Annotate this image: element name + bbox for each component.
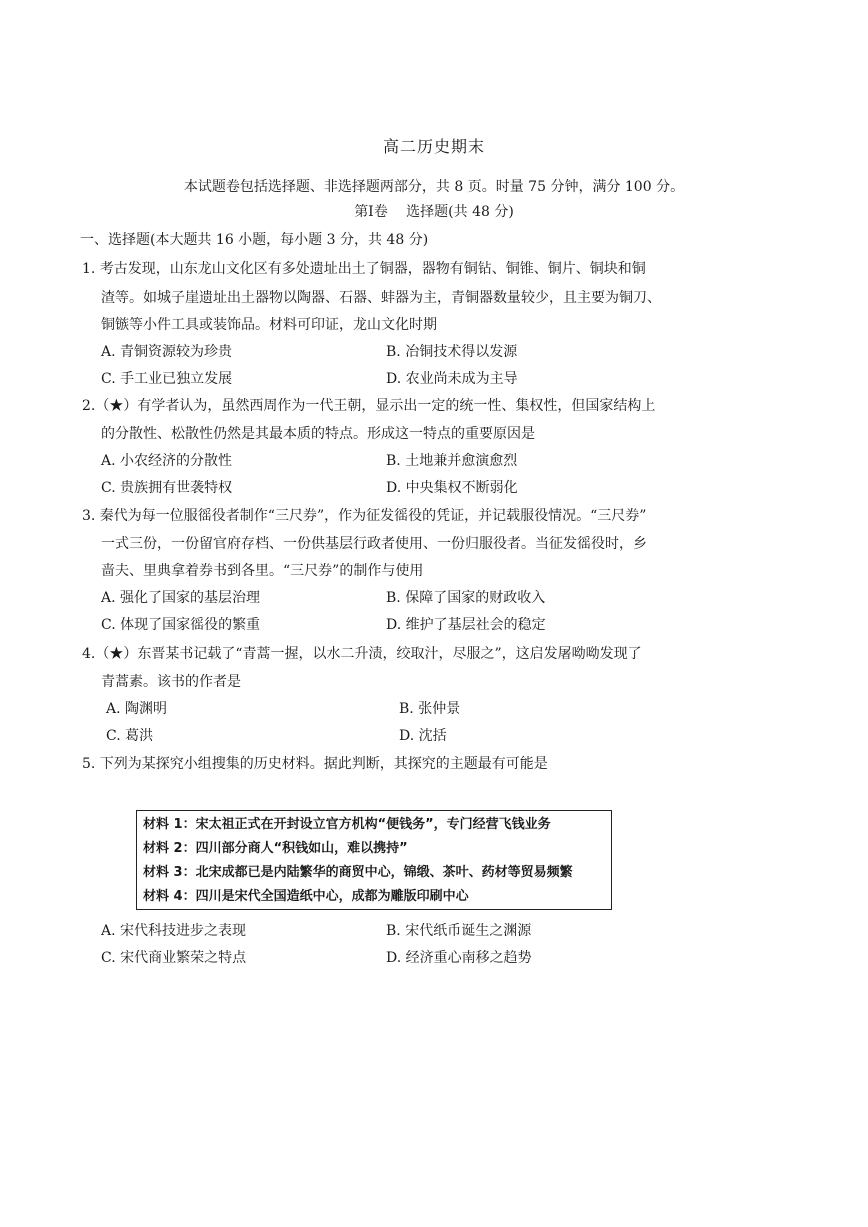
question-4-option-b[interactable]: B. 张仲景 [399, 701, 461, 717]
question-2-option-c[interactable]: C. 贵族拥有世袭特权 [101, 480, 233, 496]
page-title: 高二历史期末 [382, 137, 485, 156]
question-2-text: 的分散性、松散性仍然是其最本质的特点。形成这一特点的重要原因是 [101, 426, 535, 442]
question-5-option-c[interactable]: C. 宋代商业繁荣之特点 [101, 950, 247, 966]
question-2-text: 2.（★）有学者认为，虽然西周作为一代王朝，显示出一定的统一性、集权性，但国家结构上 [82, 398, 656, 414]
exam-intro: 本试题卷包括选择题、非选择题两部分，共 8 页。时量 75 分钟，满分 100 分。 [183, 179, 685, 195]
question-3-option-b[interactable]: B. 保障了国家的财政收入 [386, 590, 546, 606]
question-3-text: 一式三份，一份留官府存档、一份供基层行政者使用、一份归服役者。当征发徭役时，乡 [101, 536, 647, 552]
question-5-option-a[interactable]: A. 宋代科技进步之表现 [101, 923, 247, 939]
question-5-option-b[interactable]: B. 宋代纸币诞生之渊源 [386, 923, 532, 939]
question-3-text: 啬夫、里典拿着券书到各里。“三尺券”的制作与使用 [101, 563, 424, 579]
question-1-text: 1. 考古发现，山东龙山文化区有多处遗址出土了铜器，器物有铜钻、铜锥、铜片、铜块和铜 [82, 261, 646, 277]
question-4-text: 4.（★）东晋某书记载了“青蒿一握，以水二升渍，绞取汁，尽服之”，这启发屠呦呦发现了 [82, 646, 642, 662]
question-1-option-a[interactable]: A. 青铜资源较为珍贵 [101, 344, 233, 360]
question-1-text: 铜镞等小件工具或装饰品。材料可印证，龙山文化时期 [101, 317, 437, 333]
question-5-text: 5. 下列为某探究小组搜集的历史材料。据此判断，其探究的主题最有可能是 [82, 756, 548, 772]
question-2-option-b[interactable]: B. 土地兼并愈演愈烈 [386, 453, 518, 469]
material-line: 材料 4：四川是宋代全国造纸中心，成都为雕版印刷中心 [143, 889, 469, 904]
question-1-text: 渣等。如城子崖遗址出土器物以陶器、石器、蚌器为主，青铜器数量较少，且主要为铜刀、 [101, 290, 661, 306]
question-4-option-a[interactable]: A. 陶渊明 [106, 701, 168, 717]
question-3-option-d[interactable]: D. 维护了基层社会的稳定 [386, 617, 546, 633]
question-3-text: 3. 秦代为每一位服徭役者制作“三尺券”，作为征发徭役的凭证，并记载服役情况。“三尺券” [82, 508, 647, 524]
question-1-option-c[interactable]: C. 手工业已独立发展 [101, 371, 233, 387]
material-line: 材料 2：四川部分商人“积钱如山，难以携持” [143, 841, 408, 856]
question-2-option-a[interactable]: A. 小农经济的分散性 [101, 453, 233, 469]
question-2-option-d[interactable]: D. 中央集权不断弱化 [386, 480, 518, 496]
material-line: 材料 1：宋太祖正式在开封设立官方机构“便钱务”，专门经营飞钱业务 [143, 817, 551, 832]
question-1-option-b[interactable]: B. 冶铜技术得以发源 [386, 344, 518, 360]
question-4-option-c[interactable]: C. 葛洪 [106, 728, 154, 744]
material-line: 材料 3：北宋成都已是内陆繁华的商贸中心，锦缎、茶叶、药材等贸易频繁 [143, 865, 573, 880]
question-3-option-a[interactable]: A. 强化了国家的基层治理 [101, 590, 261, 606]
section-heading: 一、选择题(本大题共 16 小题，每小题 3 分，共 48 分) [80, 232, 429, 248]
question-5-option-d[interactable]: D. 经济重心南移之趋势 [386, 950, 532, 966]
question-1-option-d[interactable]: D. 农业尚未成为主导 [386, 371, 518, 387]
part-heading: 第Ⅰ卷 选择题(共 48 分) [354, 204, 514, 220]
material-box [136, 810, 612, 910]
question-4-option-d[interactable]: D. 沈括 [399, 728, 447, 744]
question-4-text: 青蒿素。该书的作者是 [101, 674, 241, 690]
question-3-option-c[interactable]: C. 体现了国家徭役的繁重 [101, 617, 261, 633]
